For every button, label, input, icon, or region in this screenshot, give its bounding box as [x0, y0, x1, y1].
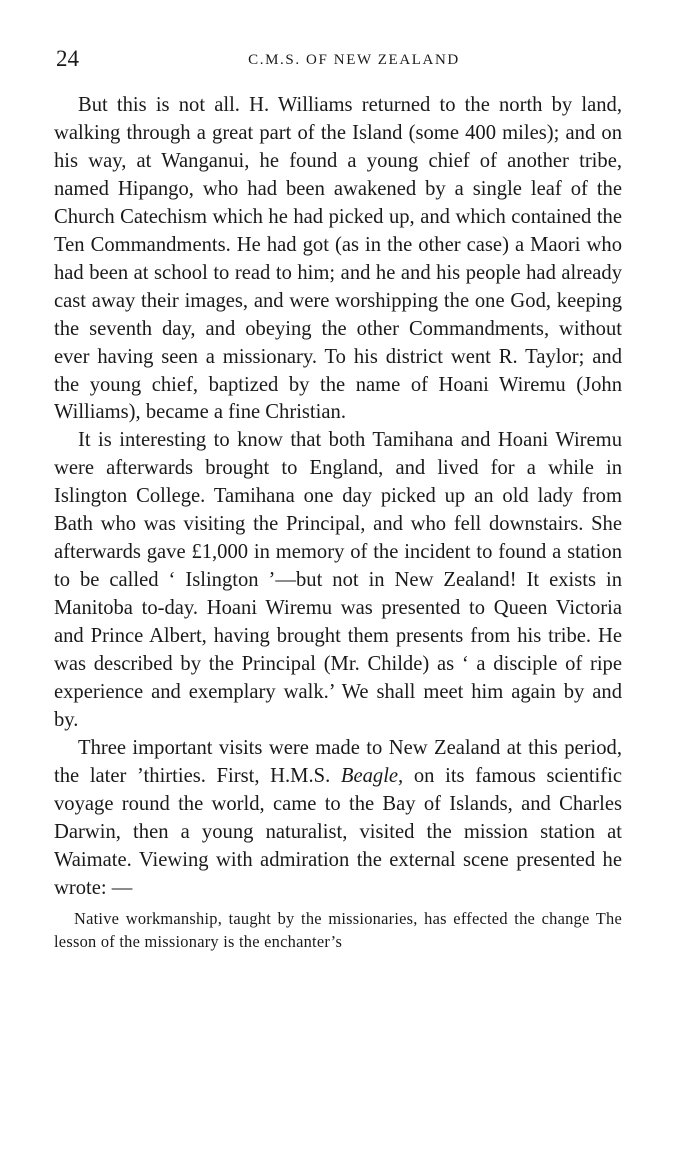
running-head — [54, 44, 624, 74]
paragraph-islington: It is interesting to know that both Tamihana and Hoani Wiremu were afterwards brought to England, and lived for a while in Islington College. Tamihana one day picked up an old lady from Bath who was visiting the Principal, and who fell downstairs. She afterwards gave £1,000 in memory of the incident to found a station to be called ‘ Islington ’—but not in New Zealand! It exists in Manitoba to-day. Hoani Wiremu was presented to Queen Victoria and Prince Albert, having brought them presents from his tribe. He was described by the Principal (Mr. Childe) as ‘ a disciple of ripe experience and exemplary walk.’ We shall meet him again by and by. — [54, 429, 622, 731]
darwin-quote: Native workmanship, taught by the missionaries, has effected the change The lesson of the missionary is the enchanter’s — [54, 908, 622, 951]
paragraph-beagle-text-start: Three important visits were made to New Zealand at this period, the later ’thirties. First, H.M.S. — [54, 736, 622, 787]
paragraph-beagle-text-end: on its famous scientific voyage round the world, came to the Bay of Islands, and Charles Darwin, then a young naturalist, visited the mission station at Waimate. Viewing with admiration the external scene presented he wrote: — — [54, 764, 622, 899]
paragraph-beagle — [54, 735, 622, 903]
paragraph-hipango: But this is not all. H. Williams returned to the north by land, walking through a great part of the Island (some 400 miles); and on his way, at Wanganui, he found a young chief of another tribe, named Hipango, who had been awakened by a single leaf of the Church Catechism which he had picked up, and which contained the Ten Commandments. He had got (as in the other case) a Maori who had been at school to read to him; and he and his people had already cast away their images, and were worshipping the one God, keeping the seventh day, and obeying the other Commandments, without ever having seen a missionary. To his district went R. Taylor; and the young chief, baptized by the name of Hoani Wiremu (John Williams), became a fine Christian. — [54, 94, 622, 424]
page-number: 24 — [56, 46, 79, 71]
body-text — [54, 92, 622, 953]
running-title: C.M.S. OF NEW ZEALAND — [248, 52, 460, 68]
ship-name: Beagle, — [340, 764, 404, 787]
